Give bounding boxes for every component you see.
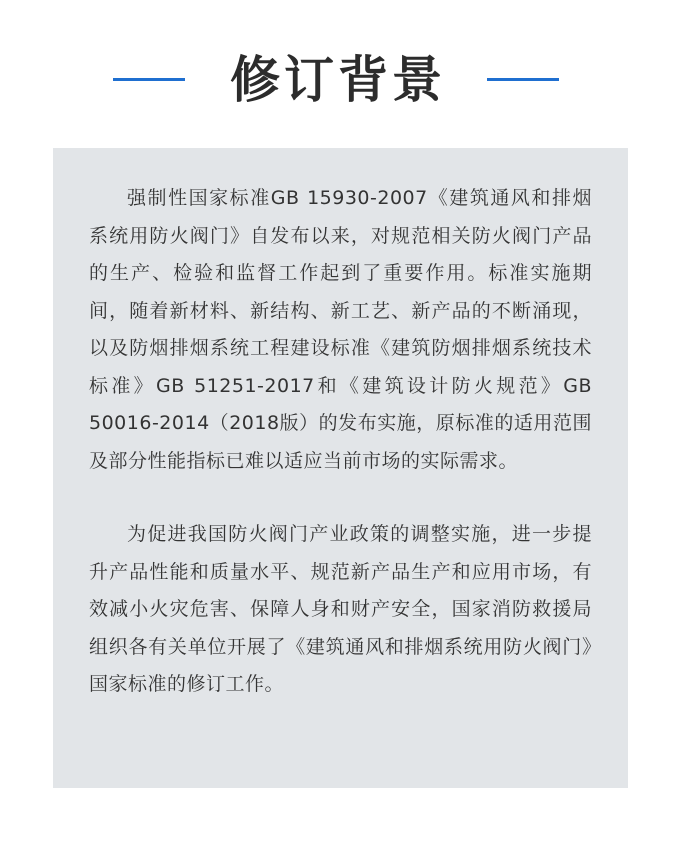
content-panel [53, 148, 628, 788]
page-title: 修订背景 [230, 51, 446, 109]
section-header [0, 40, 676, 120]
paragraph-background: 强制性国家标准GB 15930-2007《建筑通风和排烟系统用防火阀门》自发布以来，对规范相关防火阀门产品的生产、检验和监督工作起到了重要作用。标准实施期间，随着新材料、新结构、新工艺、新产品的不断涌现，以及防烟排烟系统工程建设标准《建筑防烟排烟系统技术标准》GB 51251-2017和《建筑设计防火规范》GB 50016-2014（2018版）的发布实施，原标准的适用范围及部分性能指标已难以适应当前市场的实际需求。 [89, 187, 592, 472]
title-right-divider [487, 78, 559, 81]
paragraph-revision-purpose: 为促进我国防火阀门产业政策的调整实施，进一步提升产品性能和质量水平、规范新产品生产和应用市场，有效减小火灾危害、保障人身和财产安全，国家消防救援局组织各有关单位开展了《建筑通风和排烟系统用防火阀门》国家标准的修订工作。 [89, 523, 592, 695]
